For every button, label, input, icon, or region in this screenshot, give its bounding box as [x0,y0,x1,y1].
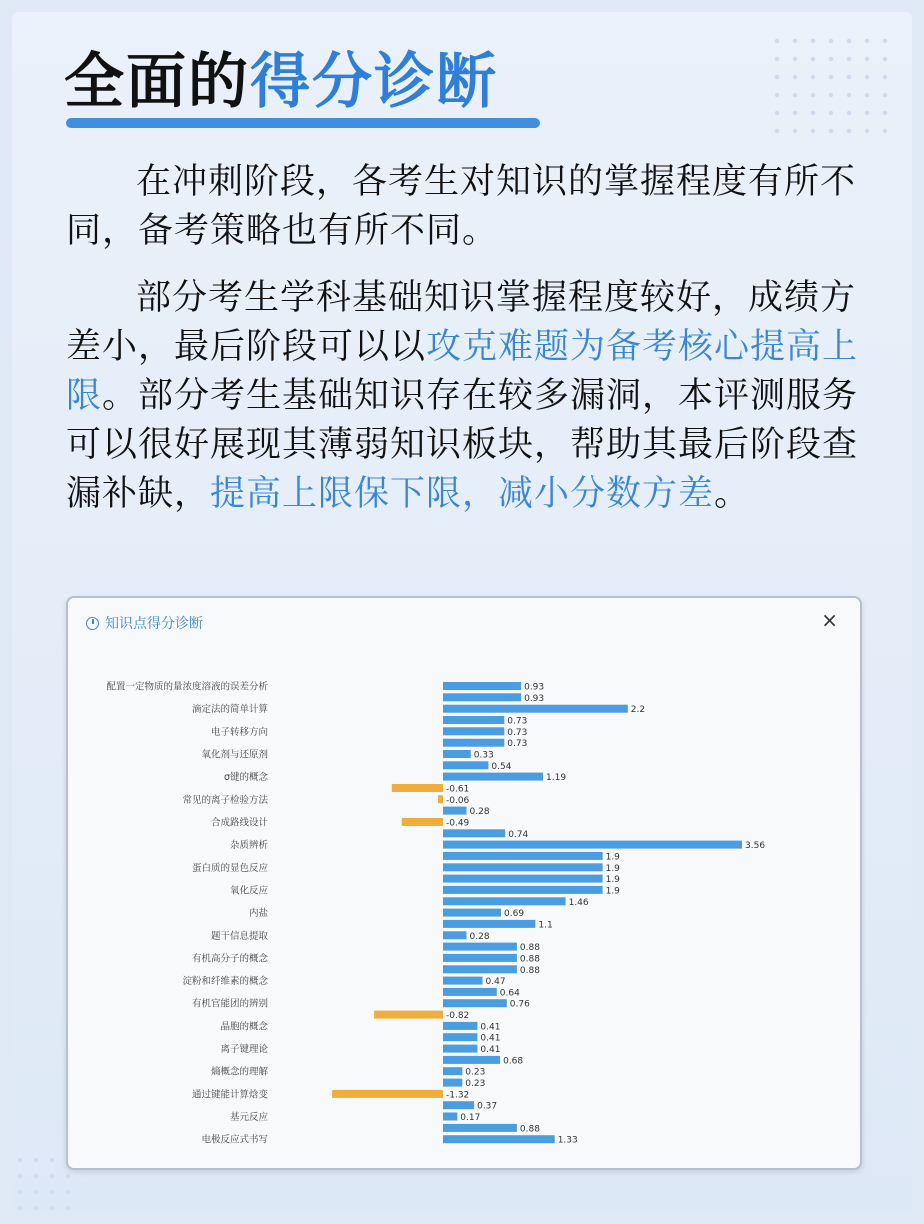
value-label-24: 0.88 [519,954,540,965]
value-label-1: 0.93 [524,693,545,704]
bar-19 [443,897,566,905]
bar-1 [443,693,521,701]
bar-23 [443,943,517,951]
value-label-35: 0.23 [465,1079,486,1090]
value-label-15: 1.9 [605,852,620,863]
value-label-33: 0.68 [503,1056,524,1067]
bar-17 [443,875,603,883]
category-label-18: 氧化反应 [229,885,268,897]
panel-title: 知识点得分诊断 [105,616,203,632]
value-label-0: 0.93 [524,682,545,693]
bar-34 [443,1067,462,1075]
value-label-7: 0.54 [491,761,512,772]
bar-3 [443,716,504,724]
bar-13 [443,829,505,837]
value-label-32: 0.41 [480,1045,501,1056]
category-label-38: 基元反应 [229,1112,268,1123]
value-label-8: 1.19 [546,773,567,784]
bar-10 [438,795,443,803]
value-label-5: 0.73 [507,739,528,750]
category-label-12: 合成路线设计 [210,817,268,829]
value-label-25: 0.88 [519,965,540,976]
bar-21 [443,920,535,928]
value-label-36: -1.32 [446,1090,470,1101]
value-label-18: 1.9 [605,886,620,897]
paragraph-1 [66,158,866,256]
paragraph-2 [66,274,866,519]
value-label-29: -0.82 [446,1011,470,1022]
value-label-3: 0.73 [507,716,528,727]
value-label-28: 0.76 [509,999,530,1010]
bar-31 [443,1033,477,1041]
category-label-22: 题干信息提取 [210,930,268,942]
paragraph-2-highlight2: 提高上限保下限，减小分数方差 [210,474,715,514]
category-label-0: 配置一定物质的量浓度溶液的误差分析 [106,681,268,693]
page-card [12,12,912,1212]
bar-28 [443,999,507,1007]
close-icon[interactable]: × [821,608,838,632]
category-label-4: 电子转移方向 [210,726,268,738]
paragraph-2-part2: 。部分考生基础知识存在较多漏洞，本评测服务可以很好展现其薄弱知识板块，帮助其最后阶段查漏补缺， [66,376,859,514]
bar-29 [374,1011,443,1019]
bar-6 [443,750,471,758]
bar-30 [443,1022,477,1030]
bar-0 [443,682,521,690]
value-label-39: 0.88 [519,1124,540,1135]
paragraph-1-text: 在冲刺阶段，各考生对知识的掌握程度有所不同，备考策略也有所不同。 [66,162,857,251]
value-label-40: 1.33 [557,1135,578,1146]
bar-8 [443,773,543,781]
score-bar-chart [68,658,860,1168]
value-label-2: 2.2 [630,705,646,716]
bar-9 [392,784,443,792]
paragraph-2-highlight1: 攻克难题为备考核心提高上限 [66,327,859,416]
value-label-26: 0.47 [485,977,506,988]
value-label-30: 0.41 [480,1022,501,1033]
category-label-20: 内盐 [248,908,268,920]
page-title [64,42,498,122]
bar-36 [332,1090,443,1098]
bar-4 [443,727,504,735]
value-label-34: 0.23 [465,1067,486,1078]
category-label-32: 离子键理论 [220,1044,268,1056]
category-label-30: 晶胞的概念 [220,1021,268,1033]
bar-11 [443,807,467,815]
value-label-16: 1.9 [605,863,620,874]
bar-25 [443,965,517,973]
category-label-2: 滴定法的简单计算 [191,704,268,716]
category-label-26: 淀粉和纤维素的概念 [182,976,268,988]
category-label-28: 有机官能团的辨别 [191,998,268,1010]
bar-27 [443,988,497,996]
bar-15 [443,852,603,860]
value-label-9: -0.61 [446,784,470,795]
bar-22 [443,931,467,939]
category-label-8: σ键的概念 [223,772,268,784]
title-highlight: 得分诊断 [250,47,498,117]
category-label-14: 杂质辨析 [229,840,268,852]
bar-20 [443,909,501,917]
category-label-24: 有机高分子的概念 [191,953,268,965]
category-label-6: 氧化剂与还原剂 [201,749,268,761]
value-label-27: 0.64 [499,988,520,999]
value-label-23: 0.88 [519,943,540,954]
bar-5 [443,739,504,747]
panel-header [86,612,203,634]
bar-40 [443,1135,555,1143]
value-label-20: 0.69 [504,909,525,920]
value-label-6: 0.33 [473,750,494,761]
value-label-13: 0.74 [508,829,529,840]
value-label-10: -0.06 [446,795,470,806]
bar-2 [443,705,628,713]
bar-16 [443,863,603,871]
value-label-19: 1.46 [568,897,589,908]
value-label-4: 0.73 [507,727,528,738]
value-label-11: 0.28 [469,807,490,818]
value-label-14: 3.56 [745,841,766,852]
clock-icon [86,617,99,630]
bar-39 [443,1124,517,1132]
bar-24 [443,954,517,962]
category-label-36: 通过键能计算焓变 [191,1089,268,1101]
bar-35 [443,1079,462,1087]
category-label-10: 常见的离子检验方法 [182,794,268,806]
paragraph-2-part3: 。 [714,474,751,514]
value-label-37: 0.37 [477,1101,498,1112]
category-label-34: 熵概念的理解 [210,1066,268,1078]
bar-32 [443,1045,477,1053]
value-label-21: 1.1 [538,920,553,931]
paragraph-2-part1: 部分考生学科基础知识掌握程度较好，成绩方差小，最后阶段可以以 [66,278,857,367]
category-label-40: 电极反应式书写 [201,1134,268,1146]
bar-14 [443,841,742,849]
bar-12 [402,818,443,826]
decorative-dots [768,32,888,142]
bar-37 [443,1101,474,1109]
value-label-17: 1.9 [605,875,620,886]
value-label-22: 0.28 [469,931,490,942]
value-label-31: 0.41 [480,1033,501,1044]
value-label-38: 0.17 [460,1113,481,1123]
title-prefix: 全面的 [64,47,250,117]
bar-26 [443,977,483,985]
diagnosis-panel [66,596,862,1170]
bar-33 [443,1056,500,1064]
bar-38 [443,1113,457,1121]
title-underline [66,118,540,128]
value-label-12: -0.49 [446,818,470,829]
bar-7 [443,761,488,769]
bar-18 [443,886,603,894]
category-label-16: 蛋白质的显色反应 [191,862,268,874]
